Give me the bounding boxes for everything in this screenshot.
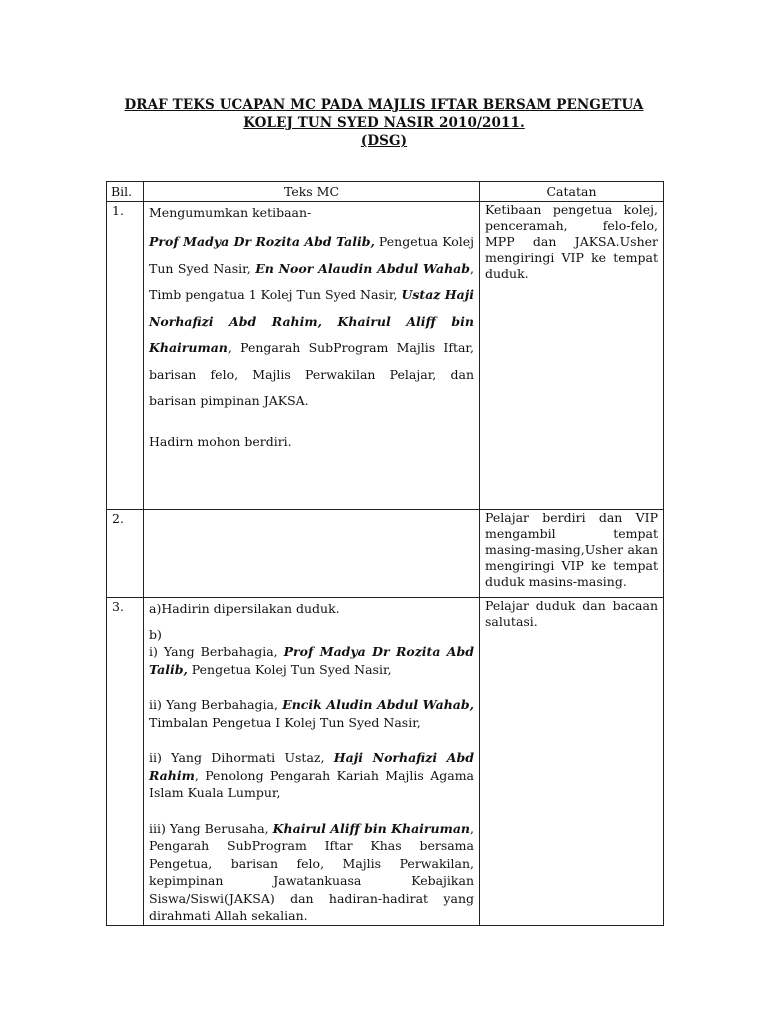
catatan-cell: Pelajar duduk dan bacaan salutasi. xyxy=(480,598,664,926)
guest-name: En Noor Alaudin Abdul Wahab xyxy=(255,260,471,276)
closing-text: Hadirn mohon berdiri. xyxy=(149,433,292,449)
document-title xyxy=(100,96,668,150)
mc-text-cell xyxy=(144,202,480,510)
table-row xyxy=(107,202,664,510)
seating-text: a)Hadirin dipersilakan duduk. xyxy=(149,601,340,616)
title-line-2: KOLEJ TUN SYED NASIR 2010/2011. xyxy=(243,115,525,131)
table-row xyxy=(107,510,664,598)
salutation-item xyxy=(149,749,474,802)
intro-text: Mengumumkan ketibaan- xyxy=(149,205,312,220)
guest-role: Pengetua Kolej Tun Syed Nasir, xyxy=(149,234,475,276)
header-catatan: Catatan xyxy=(480,182,664,202)
table-header-row xyxy=(107,182,664,202)
guest-name: Haji Norhafizi Abd Rahim xyxy=(149,750,474,783)
salutation-prefix: i) Yang Berbahagia, xyxy=(149,644,284,659)
row-number: 2. xyxy=(107,510,144,598)
guest-name: Ustaz Haji Norhafizi Abd Rahim, Khairul Aliff bin Khairuman xyxy=(149,287,474,355)
guest-name: Prof Madya Dr Rozita Abd Talib, xyxy=(149,234,375,249)
guest-name: Prof Madya Dr Rozita Abd Talib, xyxy=(149,644,474,677)
row-number: 3. xyxy=(107,598,144,926)
guest-role: , Pengarah SubProgram Majlis Iftar, barisan felo, Majlis Perwakilan Pelajar, dan barisan pimpinan JAKSA. xyxy=(149,340,474,408)
mc-text-cell xyxy=(144,510,480,598)
catatan-cell: Pelajar berdiri dan VIP mengambil tempat masing-masing,Usher akan mengiringi VIP ke tempat duduk masins-masing. xyxy=(480,510,664,598)
salutation-prefix: iii) Yang Berusaha, xyxy=(149,820,273,836)
table-row xyxy=(107,598,664,926)
title-line-3: (DSG) xyxy=(360,133,408,149)
guest-role: Pengetua Kolej Tun Syed Nasir, xyxy=(187,661,392,677)
mc-script-table xyxy=(106,181,664,926)
mc-text-cell xyxy=(144,598,480,926)
guest-role: Timbalan Pengetua I Kolej Tun Syed Nasir, xyxy=(149,714,421,730)
salutation-item xyxy=(149,820,474,925)
guest-role: , Pengarah SubProgram Iftar Khas bersama Pengetua, barisan felo, Majlis Perwakilan, kepimpinan Jawatankuasa Kebajikan Siswa/Siswi(JAKSA) dan hadiran-hadirat yang dirahmati Allah sekalian. xyxy=(149,820,475,923)
guest-name: Khairul Aliff bin Khairuman xyxy=(272,820,471,836)
header-teks-mc: Teks MC xyxy=(144,182,480,202)
row-number: 1. xyxy=(107,202,144,510)
salutation-prefix: ii) Yang Berbahagia, xyxy=(149,697,283,712)
salutation-item xyxy=(149,643,474,678)
salutation-item xyxy=(149,696,474,731)
salutation-prefix: ii) Yang Dihormati Ustaz, xyxy=(149,750,334,765)
guest-name: Encik Aludin Abdul Wahab, xyxy=(282,697,474,712)
salutation-label: b) xyxy=(149,626,162,642)
title-line-1: DRAF TEKS UCAPAN MC PADA MAJLIS IFTAR BERSAM PENGETUA xyxy=(124,97,644,113)
header-bil: Bil. xyxy=(107,182,144,202)
guest-announcement xyxy=(149,229,474,415)
catatan-cell: Ketibaan pengetua kolej, penceramah, felo-felo, MPP dan JAKSA.Usher mengiringi VIP ke tempat duduk. xyxy=(480,202,664,510)
guest-role: , Penolong Pengarah Kariah Majlis Agama Islam Kuala Lumpur, xyxy=(149,767,474,800)
guest-role: , Timb pengatua 1 Kolej Tun Syed Nasir, xyxy=(149,260,474,302)
